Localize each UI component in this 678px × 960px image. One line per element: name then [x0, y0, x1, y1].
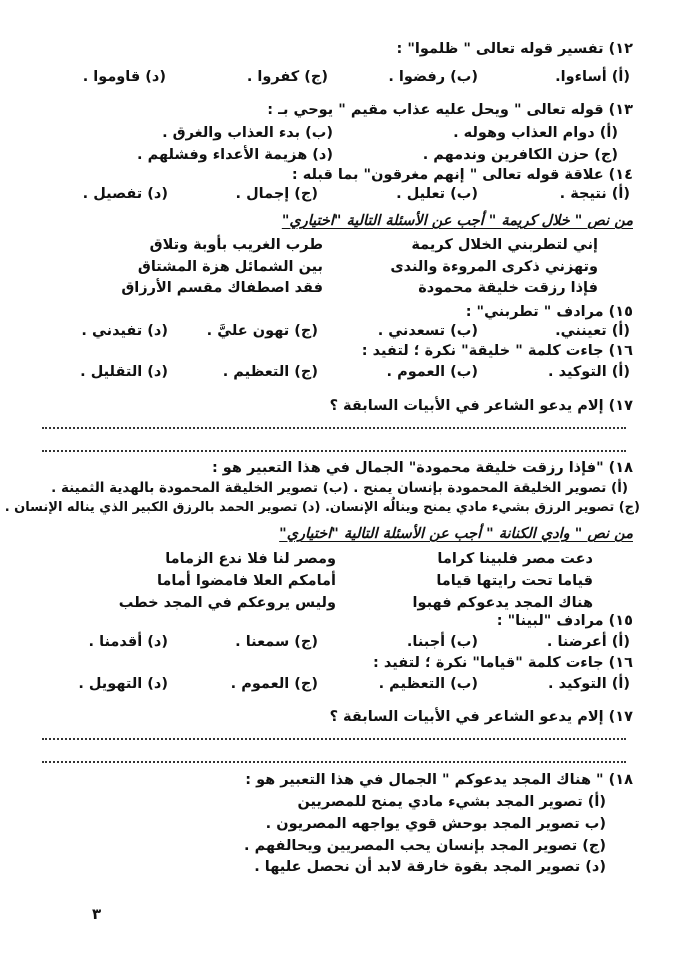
q12-option-d: (د) قاوموا . [82, 69, 166, 85]
q14-option-a: (أ) نتيجة . [559, 186, 630, 202]
q13-option-a: (أ) دوام العذاب وهوله . [453, 125, 618, 141]
question-13-stem: ١٣) قوله تعالى " ويحل عليه عذاب مقيم " يوحي بـ : [267, 102, 633, 118]
s2-q16-option-b: (ب) التعظيم . [378, 676, 478, 692]
answer-line [42, 427, 626, 429]
question-12-stem: ١٢) تفسير قوله تعالى " ظلموا" : [396, 41, 633, 57]
q13-option-d: (د) هزيمة الأعداء وفشلهم . [137, 147, 333, 163]
q13-option-c: (ج) حزن الكافرين وندمهم . [422, 147, 618, 163]
s1-q16-option-b: (ب) العموم . [386, 364, 478, 380]
s2-q16-option-c: (ج) العموم . [230, 676, 318, 692]
page-number: ٣ [92, 905, 102, 923]
s2-q15-option-d: (د) أقدمنا . [88, 634, 168, 650]
verse-1-first-hemistich: إني لتطربني الخلال كريمة [411, 237, 598, 253]
s2-question-17-stem: ١٧) إلام يدعو الشاعر في الأبيات السابقة ؟ [329, 709, 633, 725]
s1-q16-option-a: (أ) التوكيد . [548, 364, 630, 380]
s1-q15-option-b: (ب) تسعدني . [377, 323, 478, 339]
s2-q15-option-a: (أ) أعرضنا . [546, 634, 630, 650]
verse-5-second-hemistich: أمامكم العلا فامضوا أماما [156, 573, 336, 589]
q14-option-b: (ب) تعليل . [396, 186, 478, 202]
section-1-heading: من نص " خلال كريمة " أجب عن الأسئلة التالية "اختياري" [281, 213, 633, 229]
q13-option-b: (ب) بدء العذاب والغرق . [162, 125, 333, 141]
q14-option-d: (د) تفصيل . [82, 186, 168, 202]
s2-q18-option-c: (ج) تصوير المجد بإنسان يحب المصريين ويحالفهم . [244, 838, 606, 854]
answer-line [42, 450, 626, 452]
verse-2-first-hemistich: وتهزني ذكرى المروءة والندى [390, 259, 598, 275]
q12-option-a: (أ) أساءوا. [555, 69, 630, 85]
section-2-heading: من نص " وادي الكنانة " أجب عن الأسئلة التالية "اختياري" [279, 526, 633, 542]
verse-3-first-hemistich: فإذا رزقت خليقة محمودة [418, 280, 598, 296]
s1-q16-option-d: (د) التقليل . [80, 364, 168, 380]
verse-1-second-hemistich: طرب الغريب بأوبة وتلاق [149, 237, 323, 253]
s2-q15-option-b: (ب) أجبنا. [406, 634, 478, 650]
answer-line [42, 761, 626, 763]
s2-q16-option-a: (أ) التوكيد . [548, 676, 630, 692]
s2-question-15-stem: ١٥) مرادف "لبينا" : [496, 613, 633, 629]
s1-q16-option-c: (ج) التعظيم . [222, 364, 318, 380]
verse-6-first-hemistich: هناك المجد يدعوكم فهبوا [412, 595, 593, 611]
s1-q18-options-line-2: (ج) تصوير الرزق بشيء مادي يمنح وينالُه الإنسان. (د) تصوير الحمد بالرزق الكبير الذي يناله الإنسان . [4, 500, 640, 515]
s1-q18-options-line-1: (أ) تصوير الخليقة المحمودة بإنسان يمنح . (ب) تصوير الخليقة المحمودة بالهدية الثمينة . [51, 480, 628, 496]
s2-q16-option-d: (د) التهويل . [78, 676, 168, 692]
q12-option-c: (ج) كفروا . [246, 69, 328, 85]
s2-q15-option-c: (ج) سمعنا . [235, 634, 318, 650]
s2-q18-option-d: (د) تصوير المجد بقوة خارقة لابد أن نحصل عليها . [254, 859, 606, 875]
s1-q15-option-c: (ج) تهون عليَّ . [206, 323, 318, 339]
verse-2-second-hemistich: بين الشمائل هزة المشتاق [137, 259, 323, 275]
q12-option-b: (ب) رفضوا . [388, 69, 478, 85]
s1-question-15-stem: ١٥) مرادف " تطربني" : [465, 304, 633, 320]
verse-3-second-hemistich: فقد اصطفاك مقسم الأرزاق [121, 280, 323, 296]
verse-4-first-hemistich: دعت مصر فلبينا كراما [437, 551, 593, 567]
verse-4-second-hemistich: ومصر لنا فلا ندع الزماما [165, 551, 336, 567]
s1-question-16-stem: ١٦) جاءت كلمة " خليقة" نكرة ؛ لتفيد : [361, 343, 633, 359]
verse-5-first-hemistich: قياما تحت رايتها قياما [436, 573, 593, 589]
q14-option-c: (ج) إجمال . [235, 186, 318, 202]
s1-q15-option-d: (د) تفيدني . [81, 323, 168, 339]
question-14-stem: ١٤) علاقة قوله تعالى " إنهم مغرقون" بما قبله : [291, 167, 633, 183]
s2-question-16-stem: ١٦) جاءت كلمة "قياما" نكرة ؛ لتفيد : [373, 655, 633, 671]
s1-question-17-stem: ١٧) إلام يدعو الشاعر في الأبيات السابقة ؟ [329, 398, 633, 414]
s1-question-18-stem: ١٨) "فإذا رزقت خليقة محمودة" الجمال في هذا التعبير هو : [211, 460, 633, 476]
s2-question-18-stem: ١٨) " هناك المجد يدعوكم " الجمال في هذا التعبير هو : [245, 772, 633, 788]
verse-6-second-hemistich: وليس يروعكم في المجد خطب [118, 595, 336, 611]
s2-q18-option-b: (ب تصوير المجد بوحش قوي يواجهه المصريون . [265, 816, 606, 832]
s2-q18-option-a: (أ) تصوير المجد بشيء مادي يمنح للمصريين [297, 794, 606, 810]
s1-q15-option-a: (أ) تعينني. [555, 323, 630, 339]
answer-line [42, 738, 626, 740]
